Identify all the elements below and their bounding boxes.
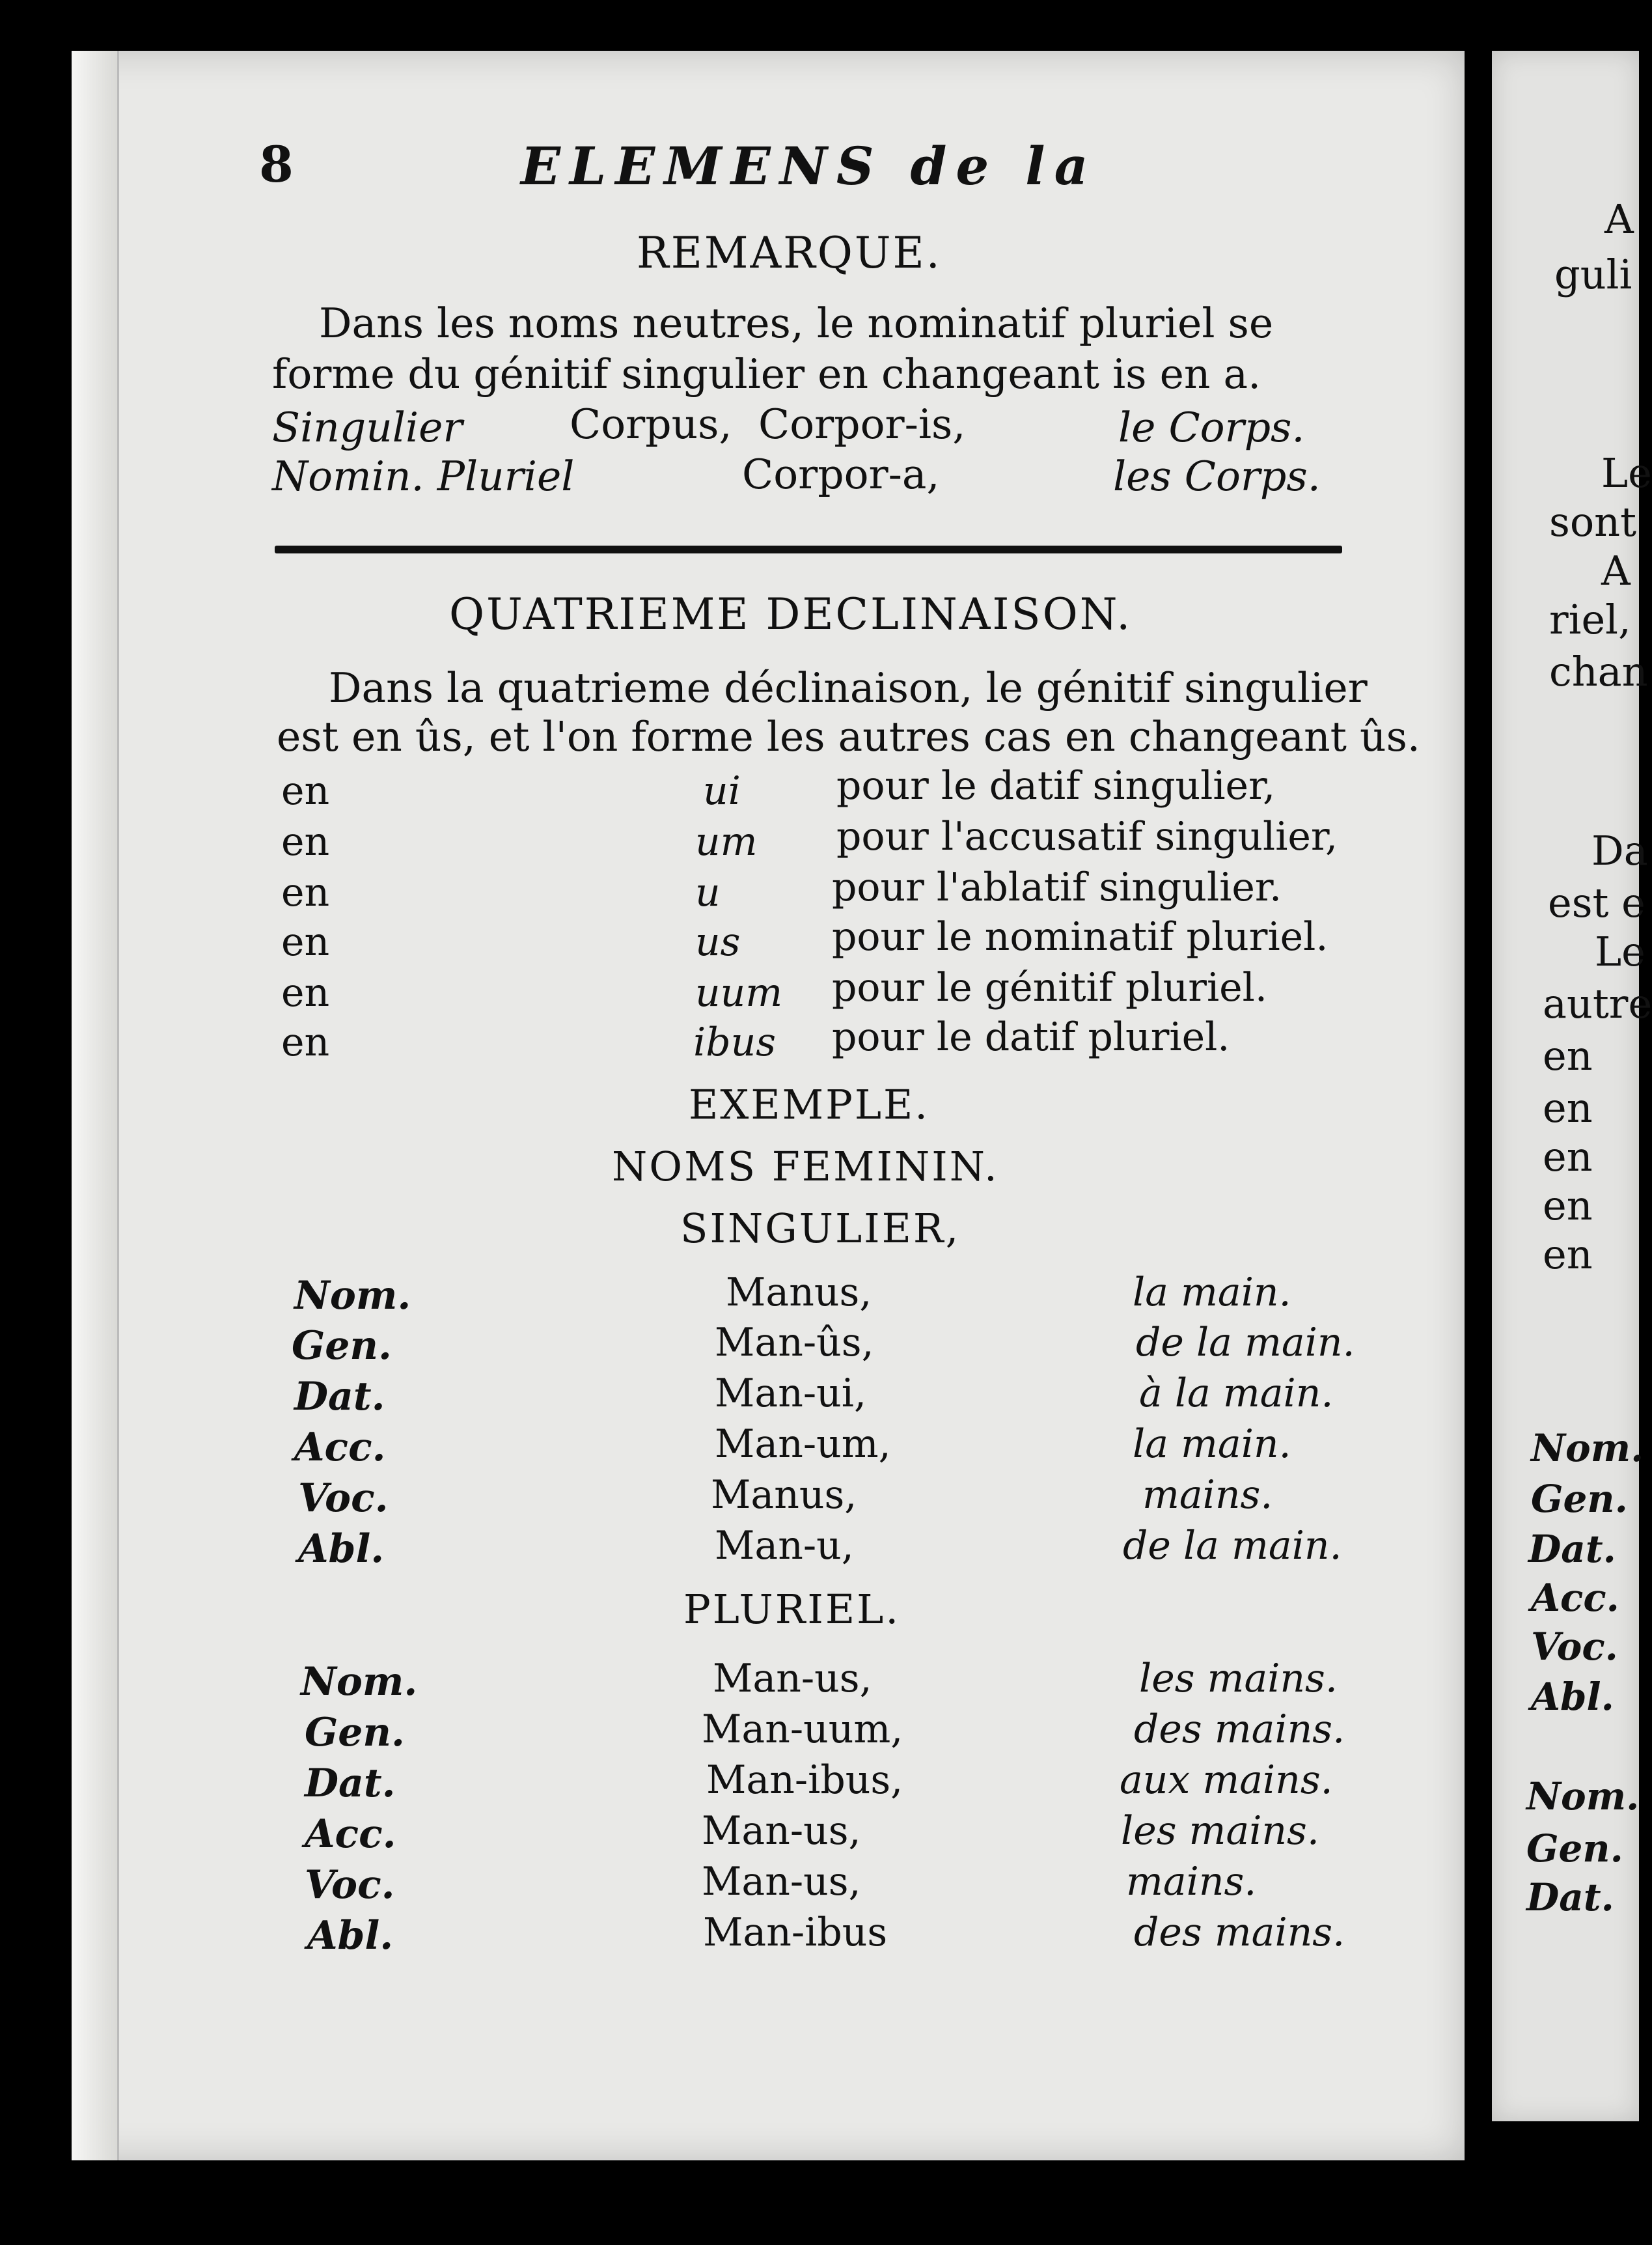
latin-form: Man-uum,	[702, 1707, 903, 1752]
remarque-heading: REMARQUE.	[637, 228, 942, 278]
latin-form: Man-us,	[713, 1656, 872, 1701]
section-divider	[275, 546, 1342, 553]
endings-ending: um	[695, 819, 758, 865]
fragment: en	[1543, 1084, 1593, 1132]
french-form: de la main.	[1123, 1523, 1342, 1569]
endings-ending: uum	[695, 970, 783, 1016]
fragment: Gen.	[1531, 1477, 1628, 1521]
french-form: la main.	[1133, 1270, 1291, 1315]
fragment: Le	[1595, 928, 1645, 975]
pluriel-heading: PLURIEL.	[683, 1585, 901, 1633]
latin-form: Man-ûs,	[715, 1320, 874, 1365]
singulier-heading: SINGULIER,	[680, 1205, 961, 1252]
french-form: de la main.	[1136, 1320, 1355, 1365]
latin-form: Man-us,	[702, 1808, 861, 1854]
french-form: mains.	[1126, 1859, 1257, 1904]
fragment: Abl.	[1531, 1675, 1614, 1719]
latin-form: Man-ibus,	[706, 1757, 903, 1803]
fragment: Voc.	[1531, 1624, 1618, 1669]
remarque-line-2: forme du génitif singulier en changeant is en a.	[272, 350, 1261, 398]
french-form: la main.	[1133, 1421, 1291, 1467]
endings-en: en	[281, 1020, 330, 1065]
remarque-row-label: Singulier	[272, 404, 463, 451]
latin-form: Man-um,	[715, 1421, 891, 1467]
fragment: Dat.	[1528, 1527, 1616, 1571]
case-label: Voc.	[298, 1475, 389, 1521]
fragment: riel,	[1549, 596, 1631, 643]
fragment: Da	[1591, 827, 1648, 874]
french-form: aux mains.	[1120, 1757, 1333, 1803]
endings-desc: pour le datif singulier,	[836, 763, 1276, 809]
remarque-row-french: les Corps.	[1113, 453, 1321, 500]
fragment: guli	[1554, 251, 1632, 298]
case-label: Nom.	[301, 1659, 418, 1705]
quatrieme-line-1: Dans la quatrieme déclinaison, le génitif singulier	[329, 664, 1368, 712]
fragment: Acc.	[1531, 1576, 1619, 1620]
endings-desc: pour le datif pluriel.	[832, 1014, 1230, 1060]
case-label: Acc.	[294, 1425, 386, 1470]
french-form: les mains.	[1121, 1808, 1319, 1854]
latin-form: Man-u,	[715, 1523, 854, 1569]
latin-form: Man-ui,	[715, 1371, 867, 1416]
fragment: A	[1601, 547, 1631, 594]
remarque-line-1: Dans les noms neutres, le nominatif pluriel se	[319, 300, 1274, 347]
case-label: Dat.	[305, 1761, 396, 1806]
remarque-row-latin: Corpor-is,	[758, 400, 966, 448]
exemple-heading: EXEMPLE.	[689, 1081, 929, 1128]
case-label: Abl.	[298, 1526, 385, 1572]
section-heading: QUATRIEME DECLINAISON.	[449, 589, 1133, 639]
fragment: en	[1543, 1231, 1593, 1278]
endings-ending: u	[695, 870, 721, 915]
remarque-row-latin: Corpor-a,	[742, 451, 940, 498]
remarque-row-label: Nomin. Pluriel	[272, 453, 575, 500]
endings-ending: ui	[703, 768, 741, 814]
french-form: à la main.	[1139, 1371, 1334, 1416]
fragment: en	[1543, 1182, 1593, 1229]
fragment: autre	[1543, 980, 1652, 1027]
endings-desc: pour l'ablatif singulier.	[832, 865, 1282, 910]
page-number: 8	[259, 135, 294, 193]
fragment: Nom.	[1531, 1426, 1644, 1470]
endings-desc: pour le génitif pluriel.	[832, 965, 1267, 1011]
endings-en: en	[281, 819, 330, 865]
french-form: mains.	[1142, 1472, 1273, 1518]
fragment: sont	[1549, 498, 1636, 546]
fragment: en	[1543, 1032, 1593, 1080]
case-label: Abl.	[307, 1913, 394, 1959]
fragment: est e	[1548, 879, 1645, 927]
remarque-row-latin: Corpus,	[570, 400, 732, 448]
fragment: Dat.	[1526, 1875, 1614, 1919]
endings-desc: pour l'accusatif singulier,	[836, 814, 1338, 859]
noms-heading: NOMS FEMININ.	[612, 1143, 999, 1190]
latin-form: Man-ibus	[703, 1910, 888, 1955]
endings-en: en	[281, 919, 330, 965]
endings-ending: ibus	[693, 1020, 777, 1065]
case-label: Voc.	[305, 1862, 395, 1908]
fragment: A	[1604, 195, 1634, 243]
french-form: des mains.	[1134, 1707, 1345, 1752]
fragment: Nom.	[1526, 1774, 1640, 1819]
french-form: les mains.	[1139, 1656, 1338, 1701]
case-label: Acc.	[305, 1811, 396, 1857]
endings-en: en	[281, 970, 330, 1016]
endings-ending: us	[695, 919, 741, 965]
fragment: en	[1543, 1133, 1593, 1180]
running-title: ELEMENS de la	[521, 135, 1097, 197]
fragment: Gen.	[1526, 1826, 1623, 1871]
latin-form: Manus,	[711, 1472, 857, 1518]
endings-en: en	[281, 768, 330, 814]
page-edge	[72, 51, 119, 2160]
endings-desc: pour le nominatif pluriel.	[832, 914, 1328, 960]
french-form: des mains.	[1134, 1910, 1345, 1955]
fragment: Le	[1601, 449, 1652, 497]
case-label: Nom.	[294, 1273, 411, 1318]
quatrieme-line-2: est en ûs, et l'on forme les autres cas en changeant ûs.	[277, 713, 1420, 760]
fragment: chan	[1549, 648, 1648, 695]
endings-en: en	[281, 870, 330, 915]
case-label: Gen.	[292, 1323, 392, 1369]
case-label: Dat.	[294, 1374, 385, 1419]
remarque-row-french: le Corps.	[1118, 404, 1305, 451]
latin-form: Manus,	[726, 1270, 872, 1315]
case-label: Gen.	[305, 1710, 405, 1755]
latin-form: Man-us,	[702, 1859, 861, 1904]
